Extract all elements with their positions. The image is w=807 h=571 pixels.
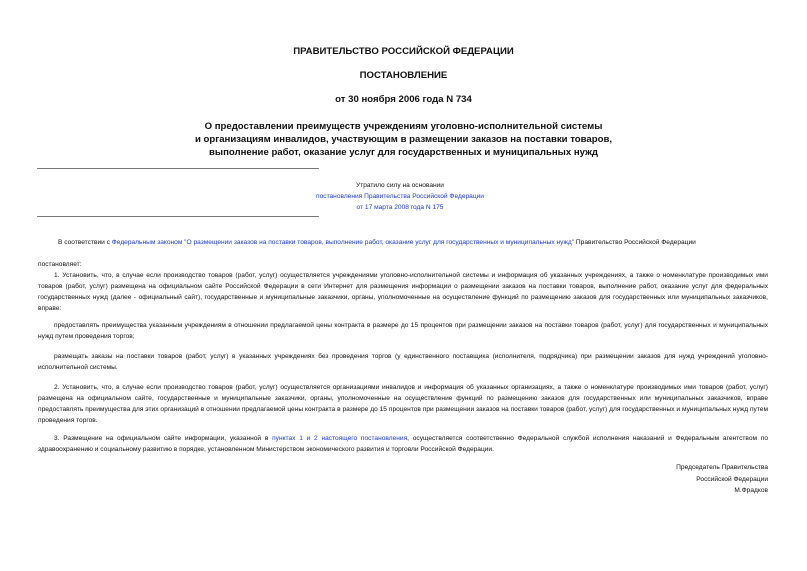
divider-bottom (37, 216, 319, 217)
repeal-decree-link[interactable]: постановления Правительства Российской Федерации (316, 193, 484, 200)
item-3-paragraph (38, 433, 768, 455)
decree-word: постановляет: (38, 261, 82, 268)
federal-law-link[interactable]: Федеральным законом "О размещении заказов на поставки товаров, выполнение работ, оказание услуг для государственных и муниципальных нужд" (111, 239, 575, 246)
signature-title-2: Российской Федерации (696, 475, 768, 483)
items-1-2-link[interactable]: пунктах 1 и 2 настоящего постановления (272, 435, 408, 442)
repeal-note (300, 180, 500, 213)
document-title-line-3: выполнение работ, оказание услуг для государственных и муниципальных нужд (209, 147, 598, 158)
item-1b-paragraph: размещать заказы на поставки товаров (работ, услуг) в указанных учреждениях без проведения торгов (у единственного поставщика (исполнителя, подрядчика) при размещении заказов для нужд учреждений уголовно-исполнительной системы. (38, 353, 768, 371)
preamble-suffix: Правительство Российской Федерации (574, 239, 696, 246)
item-3-suffix: , осуществляется соответственно Федеральной службой исполнения наказаний и Федеральным агентством по здравоохранению и социальному развитию в порядке, установленном Министерством экономического развития и торговли Российской Федерации. (38, 435, 768, 453)
signature-title-1: Председатель Правительства (676, 464, 768, 471)
item-2-paragraph: 2. Установить, что, в случае если производство товаров (работ, услуг) осуществляется организациями инвалидов и информация об указанных организациях, а также о номенклатуре производимых ими товаров (работ, услуг) размещена на официальном сайте, государственные и муниципальные заказчики, органы, уполномоченные на осуществление функций по размещению заказов для государственных или муниципальных заказчиков, вправе предоставлять преимущества для этих организаций в отношении предлагаемой цены контракта в размере до 15 процентов при размещении заказов на поставки товаров (работ, услуг) для государственных и муниципальных нужд путем проведения торгов. (38, 384, 768, 424)
repeal-decree-date-link[interactable]: от 17 марта 2008 года N 175 (356, 204, 444, 211)
preamble-prefix: В соответствии с (58, 239, 112, 246)
document-type: ПОСТАНОВЛЕНИЕ (359, 70, 448, 81)
item-1-paragraph: 1. Установить, что, в случае если производство товаров (работ, услуг) осуществляется учреждениями уголовно-исполнительной системы и информация об указанных учреждениях, а также о номенклатуре производимых ими товаров (работ, услуг) размещена на официальном сайте Российской Федерации в сети Интернет для размещения информации о размещении заказов на поставки товаров, выполнение работ, оказание услуг для федеральных государственных нужд (далее - официальный сайт), государственные и муниципальные заказчики, органы, уполномоченные на осуществление функций по размещению заказов для государственных или муниципальных заказчиков, вправе: (38, 272, 768, 312)
document-title-line-2: и организациям инвалидов, участвующим в размещении заказов на поставки товаров, (194, 134, 613, 145)
preamble-paragraph (38, 237, 768, 248)
document-title-line-1: О предоставлении преимуществ учреждениям уголовно-исполнительной системы (204, 121, 603, 132)
government-heading: ПРАВИТЕЛЬСТВО РОССИЙСКОЙ ФЕДЕРАЦИИ (293, 46, 514, 57)
repeal-note-text: Утратило силу на основании (356, 182, 444, 189)
signature-block (676, 462, 768, 497)
item-3-prefix: 3. Размещение на официальном сайте информации, указанной в (54, 435, 273, 442)
item-1a-paragraph: предоставлять преимущества указанным учреждениям в отношении предлагаемой цены контракта в размере до 15 процентов при размещении заказов на поставки товаров (работ, услуг) для государственных и муниципальных нужд путем проведения торгов; (38, 322, 768, 340)
document-date-number: от 30 ноября 2006 года N 734 (335, 94, 472, 105)
signatory-name: М.Фрадков (734, 487, 768, 494)
divider-top (37, 168, 319, 169)
